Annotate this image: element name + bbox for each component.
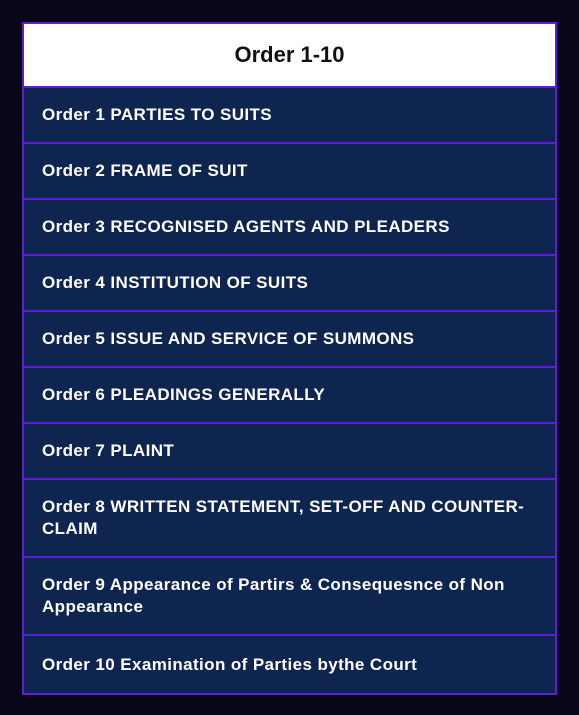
order-item-5[interactable]: Order 5 ISSUE AND SERVICE OF SUMMONS: [24, 312, 555, 368]
order-item-9[interactable]: Order 9 Appearance of Partirs & Consequesnce of Non Appearance: [24, 558, 555, 636]
order-item-7[interactable]: Order 7 PLAINT: [24, 424, 555, 480]
order-item-4[interactable]: Order 4 INSTITUTION OF SUITS: [24, 256, 555, 312]
order-list: [24, 88, 555, 693]
order-item-3[interactable]: Order 3 RECOGNISED AGENTS AND PLEADERS: [24, 200, 555, 256]
orders-panel: [22, 22, 557, 695]
order-item-6[interactable]: Order 6 PLEADINGS GENERALLY: [24, 368, 555, 424]
order-item-2[interactable]: Order 2 FRAME OF SUIT: [24, 144, 555, 200]
panel-title: Order 1-10: [24, 24, 555, 88]
order-item-10[interactable]: Order 10 Examination of Parties bythe Court: [24, 636, 555, 693]
order-item-1[interactable]: Order 1 PARTIES TO SUITS: [24, 88, 555, 144]
order-item-8[interactable]: Order 8 WRITTEN STATEMENT, SET-OFF AND COUNTER-CLAIM: [24, 480, 555, 558]
